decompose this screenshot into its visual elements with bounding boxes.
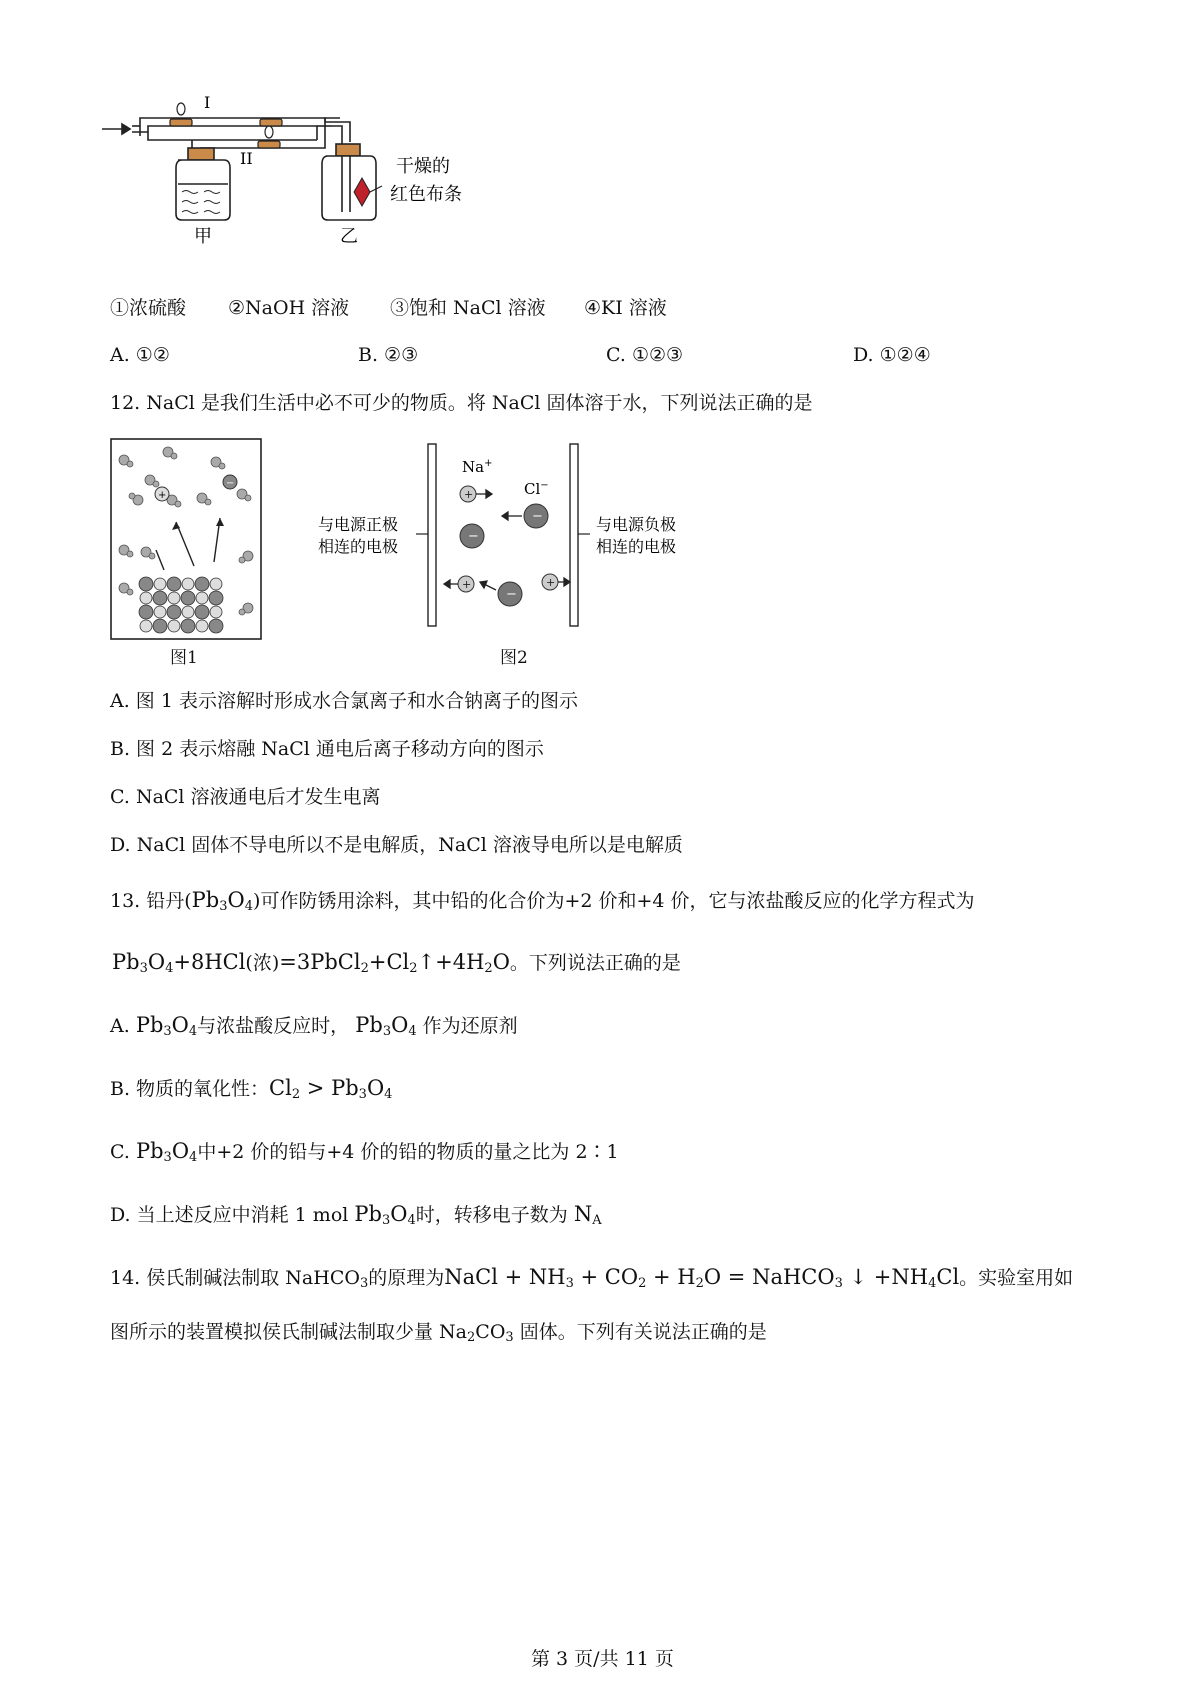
q13-option-a: A. $Pb_3O_4$与浓盐酸反应时， $Pb_3O_4$ 作为还原剂 <box>110 1013 518 1039</box>
left-electrode-label-2: 相连的电极 <box>318 537 399 556</box>
q12-stem: 12. NaCl 是我们生活中必不可少的物质。将 NaCl 固体溶于水，下列说法正确的是 <box>110 392 813 414</box>
reagent-4: ④KI 溶液 <box>584 297 667 319</box>
gas-apparatus-diagram <box>100 92 520 262</box>
reagent-3: ③饱和 NaCl 溶液 <box>390 297 546 319</box>
na-ion-label: Na+ <box>462 458 493 476</box>
strip-label-2: 红色布条 <box>390 184 462 205</box>
q11-option-d: D. ①②④ <box>853 344 931 366</box>
right-electrode-label-2: 相连的电极 <box>596 537 677 556</box>
label-II: II <box>240 149 253 168</box>
strip-label-1: 干燥的 <box>396 156 450 177</box>
q14-stem-line1: 14. 侯氏制碱法制取 NaHCO$_3$的原理为NaCl + $NH_3 + CO_2 + H_2O$ = NaHCO$_3$ ↓ $+NH_4Cl$。实验室用如 <box>110 1265 1074 1291</box>
fig2-caption: 图2 <box>500 648 528 668</box>
q13-option-b: B. 物质的氧化性：$Cl_2 > Pb_3O_4$ <box>110 1076 393 1102</box>
stopcock-II <box>258 126 280 148</box>
svg-text:−: − <box>506 587 517 602</box>
bottle-yi <box>322 144 376 220</box>
q12-option-b: B. 图 2 表示熔融 NaCl 通电后离子移动方向的图示 <box>110 738 544 760</box>
bottle-jia <box>176 148 230 220</box>
figure-2-electrolysis <box>310 438 710 638</box>
reagent-2: ②NaOH 溶液 <box>228 297 350 319</box>
q11-option-c: C. ①②③ <box>606 344 684 366</box>
svg-text:−: − <box>532 509 543 524</box>
page-number: 第 3 页/共 11 页 <box>531 1648 674 1670</box>
bottle-jia-label: 甲 <box>194 226 212 247</box>
svg-text:−: − <box>226 478 235 489</box>
q14-stem-line2: 图所示的装置模拟侯氏制碱法制取少量 $Na_2CO_3$ 固体。下列有关说法正确的是 <box>110 1321 767 1345</box>
stopcock-I <box>170 103 192 126</box>
q11-option-a: A. ①② <box>110 344 170 366</box>
q12-option-a: A. 图 1 表示溶解时形成水合氯离子和水合钠离子的图示 <box>110 690 578 712</box>
left-electrode-label-1: 与电源正极 <box>318 515 399 534</box>
svg-text:−: − <box>468 529 479 544</box>
reagent-1: ①浓硫酸 <box>110 297 187 319</box>
q13-stem-line1: 13. 铅丹$(Pb_3O_4)$可作防锈用涂料，其中铅的化合价为+2 价和+4 价，它与浓盐酸反应的化学方程式为 <box>110 888 975 914</box>
svg-text:+: + <box>158 490 167 501</box>
label-I: I <box>204 93 211 112</box>
q13-option-c: C. $Pb_3O_4$中+2 价的铅与+4 价的铅的物质的量之比为 2∶1 <box>110 1139 619 1165</box>
cl-ion-label: Cl− <box>524 480 549 498</box>
figure-1-dissolution <box>110 438 262 640</box>
q12-option-c: C. NaCl 溶液通电后才发生电离 <box>110 786 381 808</box>
svg-text:+: + <box>462 578 472 591</box>
fig1-caption: 图1 <box>170 648 198 668</box>
q13-option-d: D. 当上述反应中消耗 1 mol $Pb_3O_4$时，转移电子数为 $N_A$ <box>110 1202 602 1228</box>
q11-option-b: B. ②③ <box>358 344 419 366</box>
svg-text:+: + <box>464 488 474 501</box>
right-electrode-label-1: 与电源负极 <box>596 515 677 534</box>
q12-option-d: D. NaCl 固体不导电所以不是电解质，NaCl 溶液导电所以是电解质 <box>110 834 683 856</box>
bottle-yi-label: 乙 <box>340 226 358 247</box>
svg-text:+: + <box>546 576 556 589</box>
q13-equation-line: $Pb_3O_4+8HCl$(浓)$=3PbCl_2+Cl_2↑+4H_2O$。下列说法正确的是 <box>112 950 681 976</box>
